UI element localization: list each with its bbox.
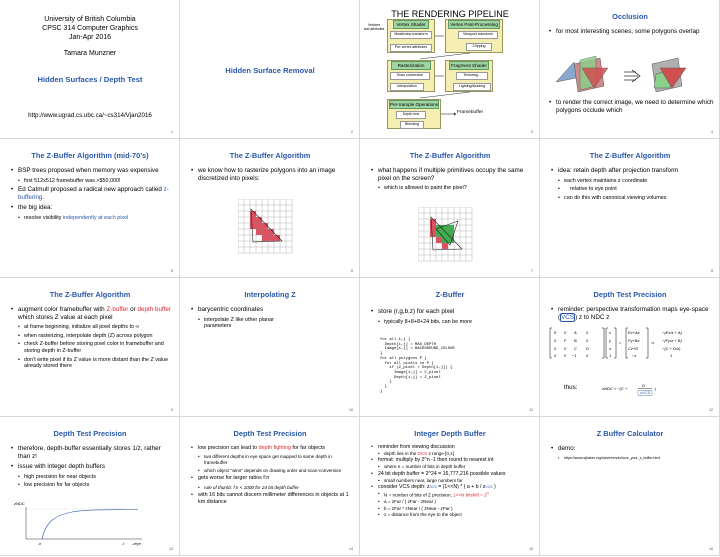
page-number: 13 bbox=[169, 547, 173, 551]
svg-text:0: 0 bbox=[586, 353, 589, 358]
subbullet-initialize: • at frame beginning, initialize all pixel depths to ∞ bbox=[10, 324, 174, 331]
svg-text:−1: −1 bbox=[572, 353, 577, 358]
subbullet-bits: • typically 8+8+8+24 bits, can be more bbox=[370, 319, 534, 326]
overlap-grid-diagram bbox=[418, 207, 478, 263]
pipeline-arrows bbox=[360, 0, 540, 139]
subbullet-z-distance: • z = distance from the eye to the object bbox=[370, 512, 534, 517]
subbullet-high-precision: • high precision for near objects bbox=[10, 474, 174, 481]
slide-10 bbox=[180, 278, 360, 417]
slide-title: Depth Test Precision bbox=[233, 429, 307, 438]
svg-text:−z: −z bbox=[632, 353, 637, 358]
bullet-rasterize: • we know how to rasterize polygons into an image discretized into pixels: bbox=[190, 167, 354, 182]
page-number: 5 bbox=[171, 269, 173, 273]
zndc-curve-plot bbox=[12, 499, 162, 549]
bullet-16-bits: • with 16 bits cannot discern millimeter differences in objects at 1 km distance bbox=[190, 492, 354, 505]
slide-3 bbox=[360, 0, 540, 139]
svg-text:0: 0 bbox=[554, 346, 557, 351]
svg-text:y: y bbox=[609, 338, 611, 343]
svg-text:−(Ex/z + A): −(Ex/z + A) bbox=[662, 330, 682, 335]
svg-text:0: 0 bbox=[586, 330, 589, 335]
university: University of British Columbia bbox=[44, 16, 136, 23]
slide-title: The Z-Buffer Algorithm bbox=[49, 290, 131, 299]
svg-text:Ex+Az: Ex+Az bbox=[628, 330, 640, 335]
svg-text:D: D bbox=[642, 383, 645, 388]
page-number: 15 bbox=[529, 547, 533, 551]
blending: Blending bbox=[400, 121, 424, 129]
term: Jan-Apr 2016 bbox=[68, 34, 112, 41]
subbullet-relative-eye: • relative to eye point bbox=[550, 186, 714, 193]
clipping: Clipping bbox=[466, 43, 492, 51]
subbullet-rule-of-thumb: • rule of thumb: f:n < 1000 for 24 bit depth buffer bbox=[190, 485, 354, 491]
svg-text:A: A bbox=[574, 330, 577, 335]
slide-title: Z-Buffer bbox=[435, 290, 465, 299]
zndc-equation bbox=[600, 378, 680, 398]
slide-16 bbox=[540, 417, 720, 556]
page-number: 9 bbox=[171, 408, 173, 412]
subbullet-low-precision: • low precision for far objects bbox=[10, 482, 174, 489]
thus-label: thus: bbox=[564, 384, 578, 391]
pixel-fill bbox=[250, 211, 280, 241]
svg-text:zNDC = −(C +: zNDC = −(C + bbox=[602, 386, 628, 391]
svg-text:B: B bbox=[574, 338, 577, 343]
slide-8 bbox=[540, 139, 720, 278]
svg-text:=: = bbox=[619, 340, 622, 345]
svg-text:0: 0 bbox=[554, 353, 557, 358]
slide-15 bbox=[360, 417, 540, 556]
slide-title: Integer Depth Buffer bbox=[414, 429, 486, 438]
svg-text:C: C bbox=[574, 346, 577, 351]
page-number: 16 bbox=[709, 547, 713, 551]
modelview-transform: Modelview transform bbox=[390, 31, 432, 39]
plot-ylabel: zNDC bbox=[14, 501, 25, 506]
interpolation: Interpolation bbox=[390, 83, 424, 91]
svg-text:D: D bbox=[586, 346, 589, 351]
page-number: 11 bbox=[529, 408, 533, 412]
per-sample-header: Per-Sample Operations bbox=[390, 102, 439, 107]
bullet-format: • format: multiply by 2^n -1 then round to nearest int bbox=[370, 457, 534, 463]
lecture-title: Hidden Surfaces / Depth Test bbox=[37, 75, 143, 84]
subbullet-canonical: • can do this with canonical viewing volumes bbox=[550, 195, 714, 202]
page-number: 7 bbox=[531, 269, 533, 273]
svg-text:0: 0 bbox=[564, 346, 567, 351]
slide-11 bbox=[360, 278, 540, 417]
bullet-stores-inverse-z: • therefore, depth-buffer essentially stores 1/z, rather than z! bbox=[10, 445, 174, 460]
bullet-perspective-reminder: • reminder: perspective transformation maps eye-space (VCS) z to NDC z bbox=[550, 306, 714, 321]
subbullet-which-paints: • which is allowed to paint the pixel? bbox=[370, 185, 534, 192]
slide-title: Depth Test Precision bbox=[593, 290, 667, 299]
page-number: 3 bbox=[531, 130, 533, 134]
texturing: Texturing... bbox=[456, 72, 488, 80]
subbullet-n-bits: • where n = number of bits in depth buffer bbox=[370, 464, 534, 469]
svg-text:0: 0 bbox=[564, 353, 567, 358]
rasterization-header: Rasterization bbox=[391, 61, 431, 70]
bullet-augment: • augment color framebuffer with Z-buffer or depth buffer which stores Z value at each pixel bbox=[10, 306, 174, 321]
svg-text:−(C + D/z): −(C + D/z) bbox=[662, 346, 681, 351]
per-vertex-attributes: Per-vertex attributes bbox=[390, 44, 432, 52]
svg-text:x: x bbox=[609, 330, 611, 335]
subbullet-check: • check Z-buffer before storing pixel color in framebuffer and storing depth in Z-buffer bbox=[10, 341, 174, 354]
bullet-multiple-primitives: • what happens if multiple primitives occupy the same pixel on the screen? bbox=[370, 167, 534, 182]
svg-text:z: z bbox=[609, 346, 611, 351]
slide-4 bbox=[540, 0, 720, 139]
slide-6 bbox=[180, 139, 360, 278]
demo-link[interactable]: • https://www.sjbaker.org/steve/omniv/love_your_z_buffer.html bbox=[550, 456, 714, 460]
slide-title: The Z-Buffer Algorithm (mid-70’s) bbox=[31, 151, 149, 160]
author: Tamara Munzner bbox=[63, 50, 117, 57]
viewport-transform: Viewport transform bbox=[458, 31, 498, 39]
occlusion-diagram-icon bbox=[552, 48, 702, 98]
subbullet-resolve: • resolve visibility independently at each pixel bbox=[10, 215, 174, 222]
svg-text:Cz+D: Cz+D bbox=[628, 346, 639, 351]
subbullet-n-precision: • N = number of bits of Z precision, 1<<N bitshift = $2^N$ bbox=[370, 491, 534, 498]
subbullet-framebuffer-cost: • first 512x512 framebuffer was >$50,000! bbox=[10, 178, 174, 185]
bullet-24-bit: • 24 bit depth buffer = 2^24 = 16,777,216 possible values bbox=[370, 471, 534, 477]
slide-7 bbox=[360, 139, 540, 278]
page-number: 1 bbox=[171, 130, 173, 134]
page-number: 6 bbox=[351, 269, 353, 273]
bullet-overlap: • for most interesting scenes, some polygons overlap bbox=[548, 28, 714, 36]
svg-text:−(Fy/z + B): −(Fy/z + B) bbox=[662, 338, 682, 343]
slide-2 bbox=[180, 0, 360, 139]
svg-text:F: F bbox=[564, 338, 567, 343]
svg-text:Fy+Bz: Fy+Bz bbox=[628, 338, 640, 343]
bullet-store-rgbz: • store (r,g,b,z) for each pixel bbox=[370, 308, 534, 316]
page-number: 4 bbox=[711, 130, 713, 134]
bullet-occlude: • to render the correct image, we need to determine which polygons occlude which bbox=[548, 99, 714, 114]
slide-title: Interpolating Z bbox=[244, 290, 296, 299]
raster-grid-diagram bbox=[238, 199, 298, 255]
subbullet-same-depth: • two different depths in eye space get mapped to same depth in framebuffer bbox=[190, 454, 354, 465]
svg-text:0: 0 bbox=[554, 338, 557, 343]
vertex-post-header: Vertex Post-Processing bbox=[448, 20, 500, 29]
pipeline-title: THE RENDERING PIPELINE bbox=[391, 9, 509, 19]
course: CPSC 314 Computer Graphics bbox=[42, 25, 138, 32]
svg-text:0: 0 bbox=[586, 338, 589, 343]
bullet-depth-fighting: • low precision can lead to depth fighting for far objects bbox=[190, 445, 354, 451]
scan-conversion: Scan conversion bbox=[390, 72, 430, 80]
framebuffer-label: Framebuffer bbox=[457, 110, 484, 115]
projection-matrix-equation bbox=[548, 322, 716, 364]
bullet-vcs-depth: • consider VCS depth: zDCS = (1<<N) * ( a + b / zVCS ) bbox=[370, 484, 534, 490]
bullet-demo: • demo: bbox=[550, 445, 714, 453]
svg-text:1: 1 bbox=[670, 353, 673, 358]
slide-1 bbox=[0, 0, 180, 139]
plot-xtick-f: -f bbox=[122, 542, 125, 546]
svg-text:zVCS: zVCS bbox=[640, 390, 651, 395]
plot-xlabel: -zeye bbox=[132, 542, 141, 546]
subbullet-a-formula: • a = zFar / ( zFar - zNear ) bbox=[370, 499, 534, 504]
page-number: 2 bbox=[351, 130, 353, 134]
svg-text:1: 1 bbox=[609, 353, 612, 358]
page-number: 8 bbox=[711, 269, 713, 273]
page-number: 14 bbox=[349, 547, 353, 551]
subbullet-b-formula: • b = zFar * zNear / ( zNear - zFar ) bbox=[370, 506, 534, 511]
slide-title: The Z-Buffer Algorithm bbox=[589, 151, 671, 160]
subbullet-dont-write: • don’t write pixel if its Z value is more distant than the Z value already stored there bbox=[10, 357, 174, 370]
subbullet-near-far: • small numbers near, large numbers far bbox=[370, 478, 534, 483]
subbullet-z-coordinate: • each vertex maintains z coordinate bbox=[550, 178, 714, 185]
slide-5 bbox=[0, 139, 180, 278]
page-number: 12 bbox=[709, 408, 713, 412]
vertex-shader-header: Vertex Shader bbox=[393, 20, 429, 29]
svg-text:): ) bbox=[655, 386, 657, 391]
svg-text:E: E bbox=[554, 330, 557, 335]
zbuffer-pseudocode: for all i,j { Depth[i,j] = MAX_DEPTH Image[i,j] = BACKGROUND_COLOUR } for all polygons P { for all pixels in P { if (Z_pixel < Depth[i,j]) { Image[i,j] = C_pixel Depth[i,j] = Z_pixel } } } bbox=[380, 338, 455, 394]
vertices-label: Vertices and attributes bbox=[363, 23, 385, 31]
slide-12 bbox=[540, 278, 720, 417]
slide-9 bbox=[0, 278, 180, 417]
slide-title: The Z-Buffer Algorithm bbox=[409, 151, 491, 160]
subbullet-interpolate-z: • interpolate Z like other planar parameters bbox=[190, 317, 300, 330]
page-number: 10 bbox=[349, 408, 353, 412]
subbullet-dcs-range: • depth lies in the DCS z range [0,1] bbox=[370, 451, 534, 456]
slide-13 bbox=[0, 417, 180, 556]
svg-text:⇒: ⇒ bbox=[651, 340, 655, 345]
bullet-bsp: • BSP trees proposed when memory was expensive bbox=[10, 167, 174, 175]
bullet-integer-issue: • issue with integer depth buffers bbox=[10, 463, 174, 471]
course-url[interactable]: http://www.ugrad.cs.ubc.ca/~cs314/Vjan2016 bbox=[28, 112, 152, 119]
bullet-catmull: • Ed Catmull proposed a radical new approach called z-buffering. bbox=[10, 186, 174, 201]
bullet-barycentric: • barycentric coordinates bbox=[190, 306, 354, 314]
depth-test: Depth test bbox=[396, 111, 426, 119]
fragment-shader-header: Fragment Shader bbox=[449, 61, 489, 70]
subbullet-drawing-order: • which object “wins” depends on drawing order and scan-conversion bbox=[190, 468, 354, 474]
svg-text:0: 0 bbox=[564, 330, 567, 335]
plot-xtick-n: -n bbox=[38, 542, 42, 546]
bullet-big-idea: • the big idea: bbox=[10, 204, 174, 212]
slide-title: Z Buffer Calculator bbox=[596, 429, 664, 438]
bullet-retain-depth: • idea: retain depth after projection transform bbox=[550, 167, 714, 175]
bullet-larger-ratios: • gets worse for larger ratios f:n bbox=[190, 475, 354, 481]
slide-title: Depth Test Precision bbox=[53, 429, 127, 438]
slide-title: The Z-Buffer Algorithm bbox=[229, 151, 311, 160]
slide-14 bbox=[180, 417, 360, 556]
lighting-shading: Lighting/shading bbox=[453, 83, 491, 91]
section-title: Hidden Surface Removal bbox=[225, 66, 315, 75]
bullet-viewing-reminder: • reminder from viewing discussion bbox=[370, 444, 534, 450]
subbullet-interpolate: • when rasterizing, interpolate depth (Z) across polygon bbox=[10, 333, 174, 340]
slide-title: Occlusion bbox=[612, 12, 648, 21]
